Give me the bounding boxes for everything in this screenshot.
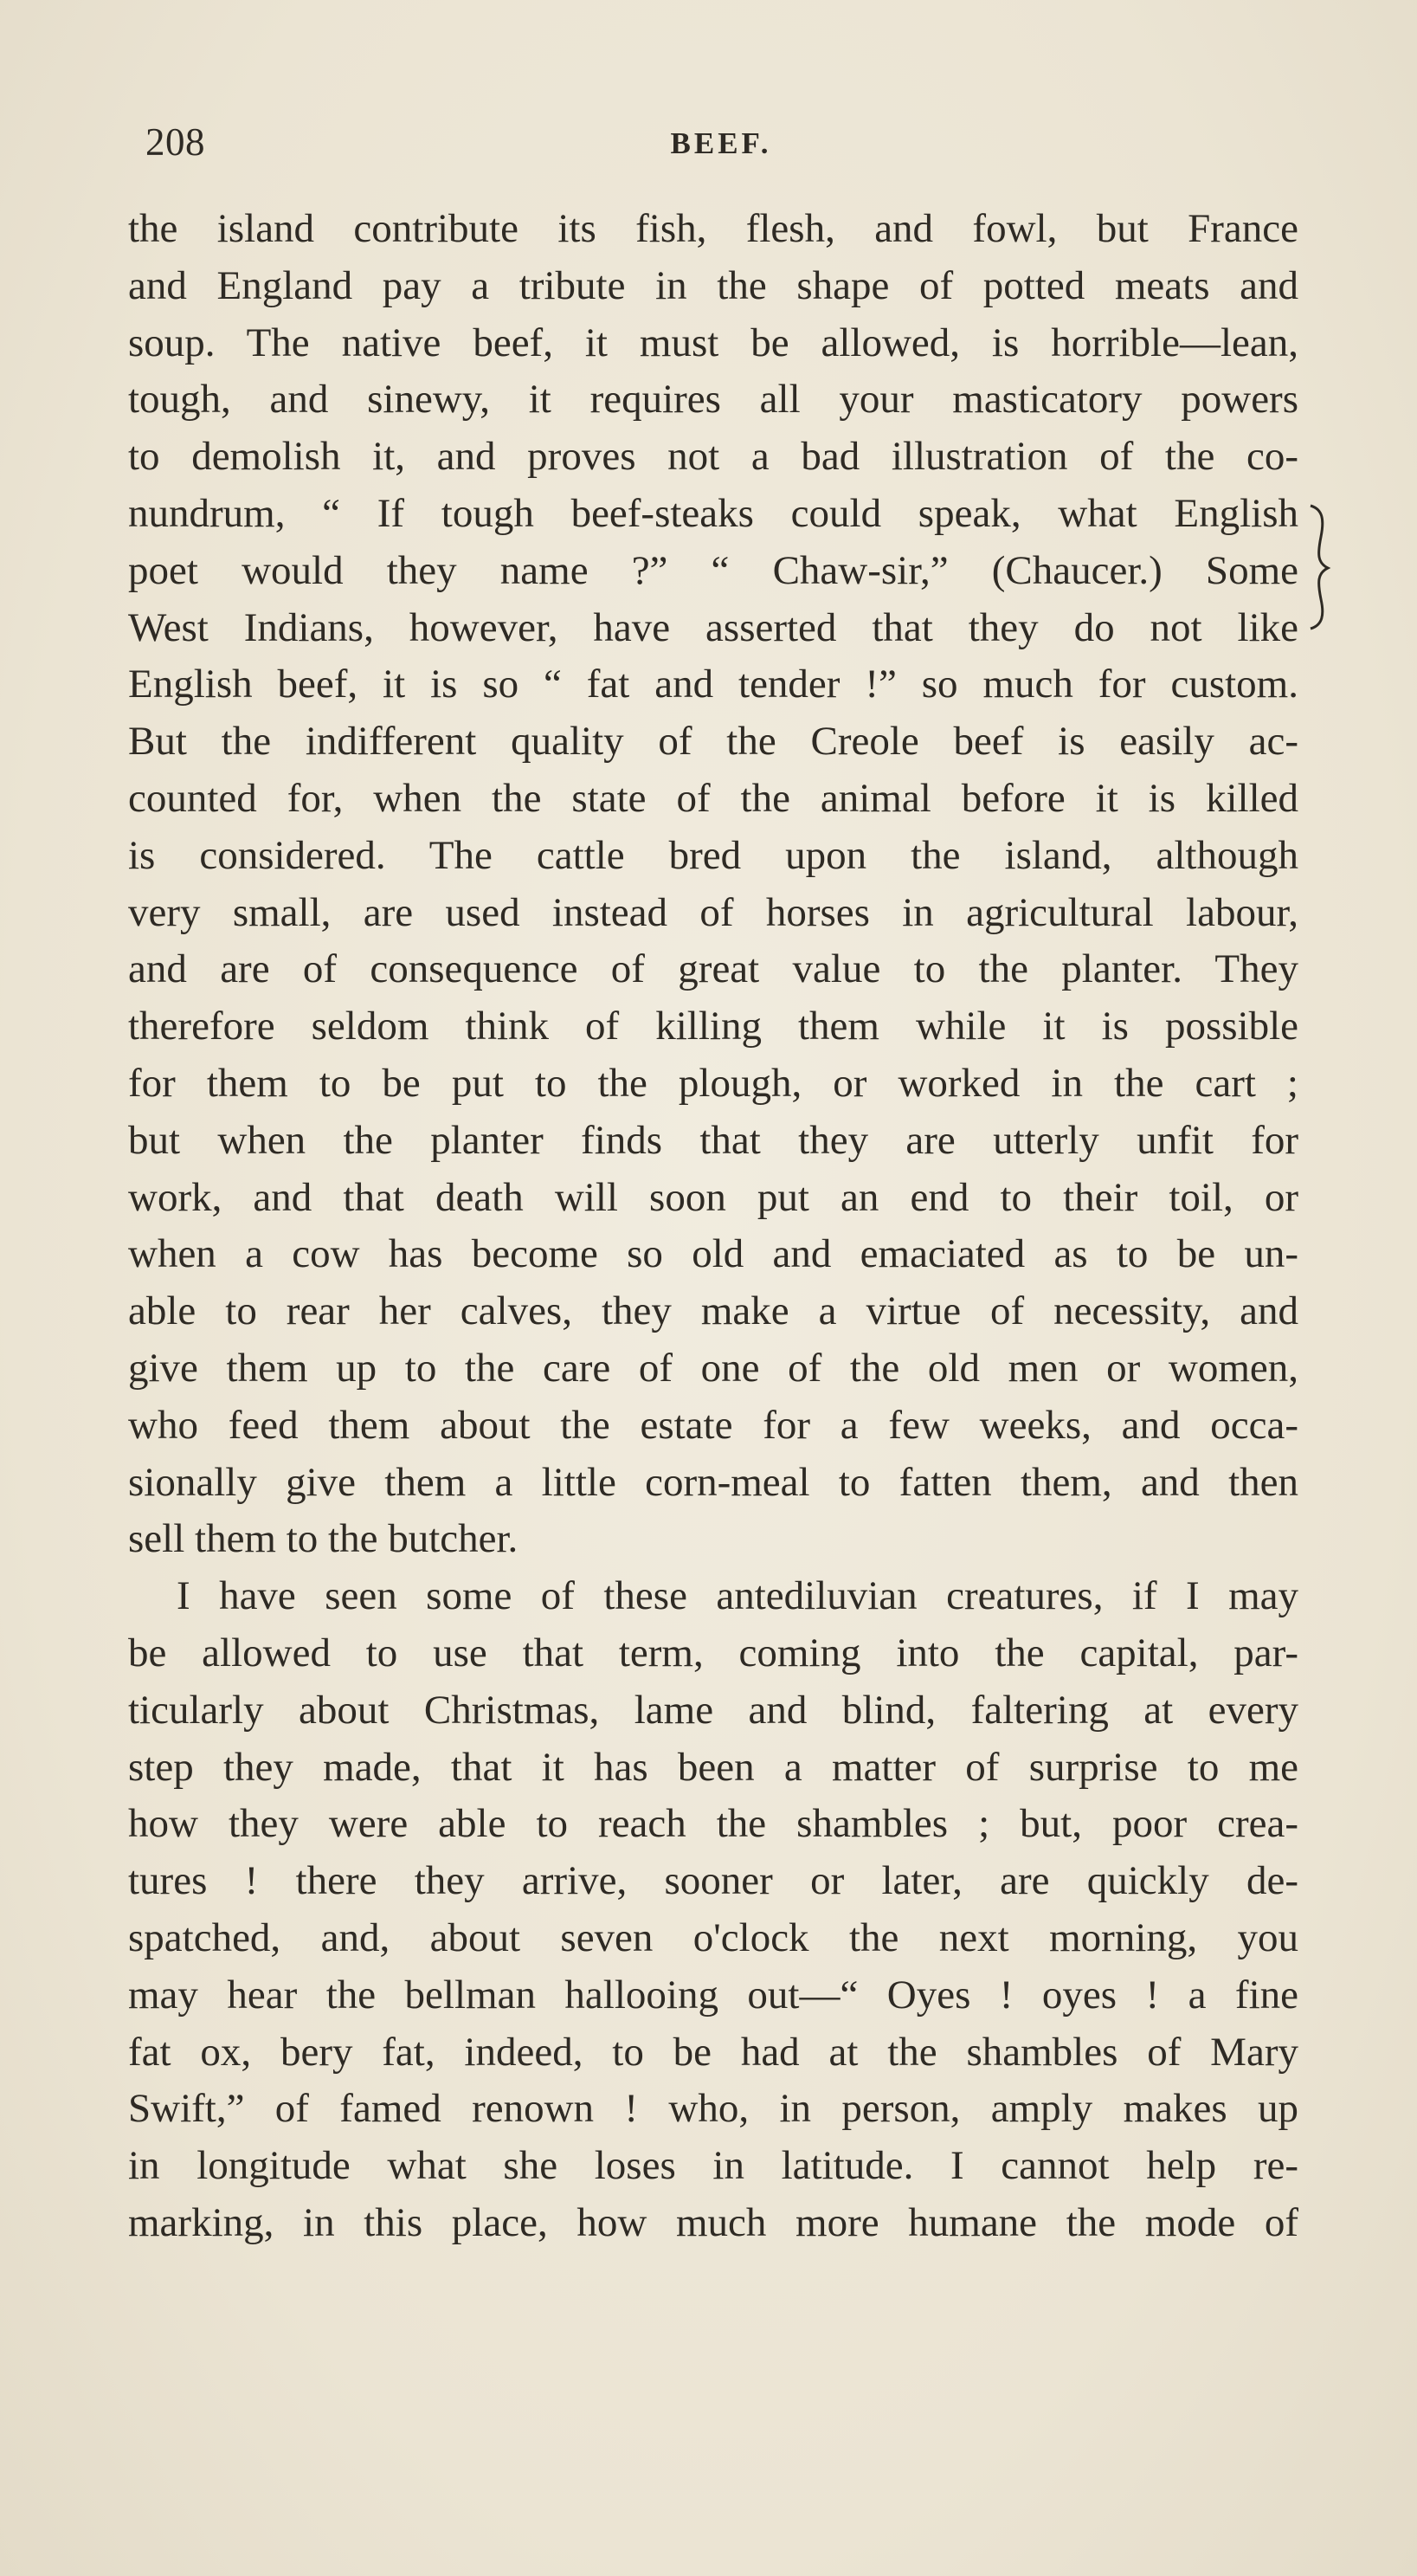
text-line: tures ! there they arrive, sooner or later, are quickly de-: [128, 1858, 1298, 1904]
text-line: Swift,” of famed renown ! who, in person, amply makes up: [128, 2086, 1298, 2132]
page-number: 208: [145, 120, 205, 164]
text-line: English beef, it is so “ fat and tender !” so much for custom.: [128, 662, 1298, 707]
text-line: I have seen some of these antediluvian creatures, if I may: [177, 1573, 1298, 1619]
text-line: counted for, when the state of the animal before it is killed: [128, 775, 1298, 821]
page-header: [145, 119, 1297, 171]
text-line: may hear the bellman hallooing out—“ Oyes ! oyes ! a fine: [128, 1972, 1298, 2018]
text-line: poet would they name ?” “ Chaw-sir,” (Chaucer.) Some: [128, 547, 1298, 593]
text-line: and England pay a tribute in the shape of potted meats and: [128, 262, 1298, 308]
text-line: is considered. The cattle bred upon the island, although: [128, 832, 1298, 878]
text-line: spatched, and, about seven o'clock the next morning, you: [128, 1914, 1298, 1960]
text-line: who feed them about the estate for a few weeks, and occa-: [128, 1402, 1298, 1448]
margin-brace-mark: [1305, 502, 1335, 632]
text-line: be allowed to use that term, coming into the capital, par-: [128, 1630, 1298, 1675]
text-line: West Indians, however, have asserted that they do not like: [128, 604, 1298, 650]
text-line: fat ox, bery fat, indeed, to be had at the shambles of Mary: [128, 2029, 1298, 2075]
text-line: but when the planter finds that they are utterly unfit for: [128, 1117, 1298, 1163]
text-line: ticularly about Christmas, lame and blind, faltering at every: [128, 1687, 1298, 1733]
text-line: step they made, that it has been a matter of surprise to me: [128, 1744, 1298, 1790]
text-line: therefore seldom think of killing them while it is possible: [128, 1004, 1298, 1049]
text-line: nundrum, “ If tough beef-steaks could speak, what English: [128, 490, 1298, 536]
text-line: very small, are used instead of horses in agricultural labour,: [128, 889, 1298, 935]
text-line: for them to be put to the plough, or worked in the cart ;: [128, 1060, 1298, 1106]
text-line: give them up to the care of one of the old men or women,: [128, 1345, 1298, 1391]
text-line: when a cow has become so old and emaciated as to be un-: [128, 1231, 1298, 1277]
running-title: BEEF.: [670, 126, 772, 160]
text-line: tough, and sinewy, it requires all your masticatory powers: [128, 377, 1298, 423]
text-line: work, and that death will soon put an end to their toil, or: [128, 1174, 1298, 1220]
text-line: able to rear her calves, they make a virtue of necessity, and: [128, 1288, 1298, 1334]
text-line: sionally give them a little corn-meal to fatten them, and then: [128, 1459, 1298, 1505]
text-line: how they were able to reach the shambles ; but, poor crea-: [128, 1801, 1298, 1847]
text-line: marking, in this place, how much more humane the mode of: [128, 2199, 1298, 2245]
text-line: soup. The native beef, it must be allowed, is horrible—lean,: [128, 320, 1298, 365]
text-line: to demolish it, and proves not a bad illustration of the co-: [128, 434, 1298, 480]
text-line: and are of consequence of great value to the planter. They: [128, 946, 1298, 992]
text-line: sell them to the butcher.: [128, 1516, 518, 1562]
text-line: But the indifferent quality of the Creole beef is easily ac-: [128, 719, 1298, 765]
text-line: the island contribute its fish, flesh, and fowl, but France: [128, 206, 1298, 251]
body-text: [128, 201, 1298, 2252]
text-line: in longitude what she loses in latitude. I cannot help re-: [128, 2143, 1298, 2189]
